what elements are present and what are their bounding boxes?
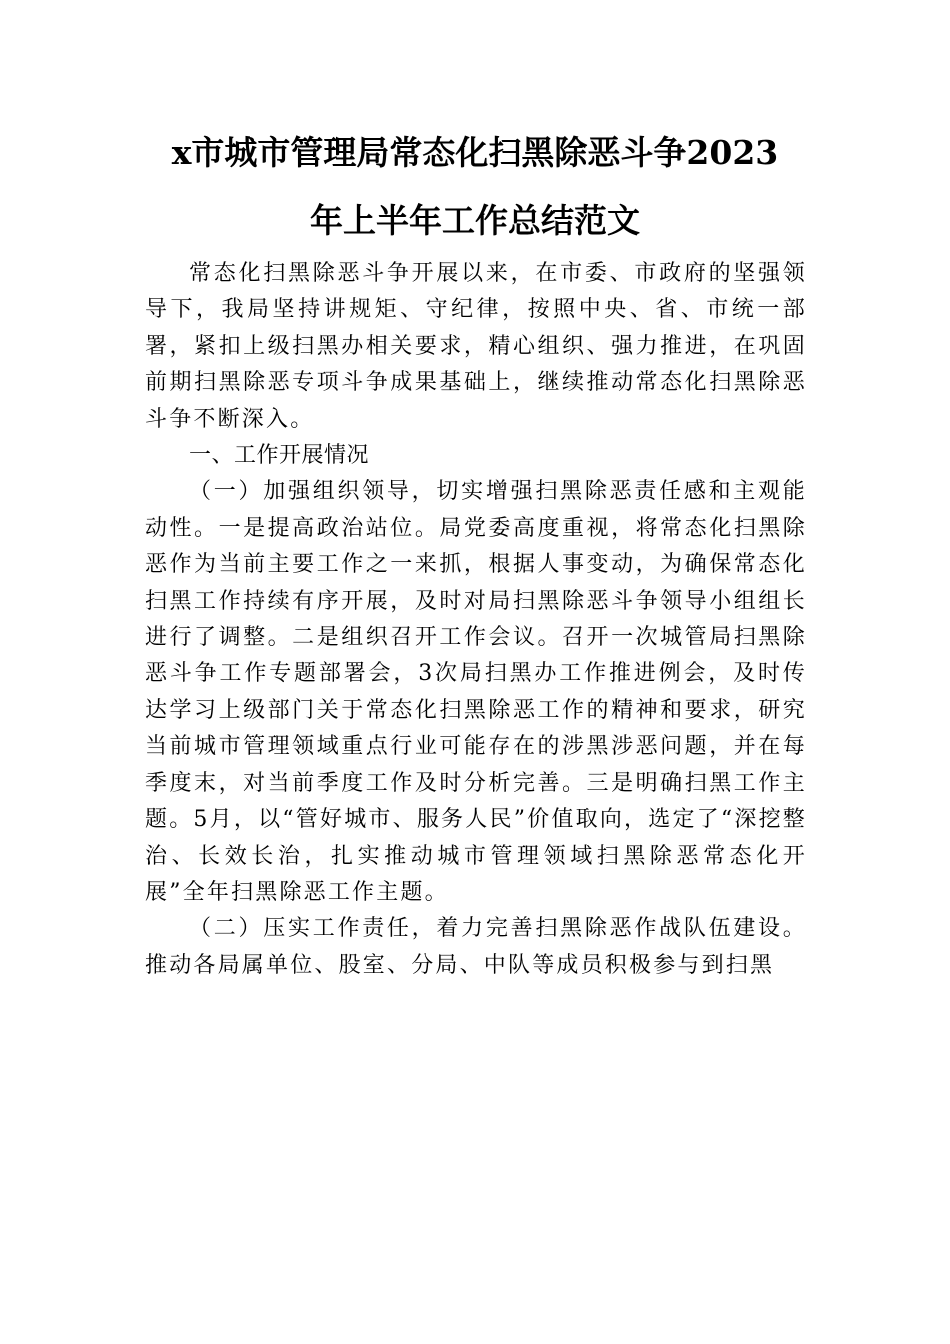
intro-paragraph: 常态化扫黑除恶斗争开展以来，在市委、市政府的坚强领导下，我局坚持讲规矩、守纪律，按照中央、省、市统一部署，紧扣上级扫黑办相关要求，精心组织、强力推进，在巩固前期扫黑除恶专项斗争成果基础上，继续推动常态化扫黑除恶斗争不断深入。 xyxy=(145,261,807,432)
document-body xyxy=(145,256,807,984)
section-heading: 一、工作开展情况 xyxy=(189,443,370,469)
document-title-line-1: x市城市管理局常态化扫黑除恶斗争2023 xyxy=(171,133,779,172)
body-paragraph: （二）压实工作责任，着力完善扫黑除恶作战队伍建设。推动各局属单位、股室、分局、中队等成员积极参与到扫黑 xyxy=(145,916,807,978)
body-paragraph: （一）加强组织领导，切实增强扫黑除恶责任感和主观能动性。一是提高政治站位。局党委高度重视，将常态化扫黑除恶作为当前主要工作之一来抓，根据人事变动，为确保常态化扫黑工作持续有序开展，及时对局扫黑除恶斗争领导小组组长进行了调整。二是组织召开工作会议。召开一次城管局扫黑除恶斗争工作专题部署会，3次局扫黑办工作推进例会，及时传达学习上级部门关于常态化扫黑除恶工作的精神和要求，研究当前城市管理领域重点行业可能存在的涉黑涉恶问题，并在每季度末，对当前季度工作及时分析完善。三是明确扫黑工作主题。5月，以“管好城市、服务人民”价值取向，选定了“深挖整治、长效长治，扎实推动城市管理领域扫黑除恶常态化开展”全年扫黑除恶工作主题。 xyxy=(145,479,807,905)
document-title-line-2: 年上半年工作总结范文 xyxy=(310,201,640,240)
